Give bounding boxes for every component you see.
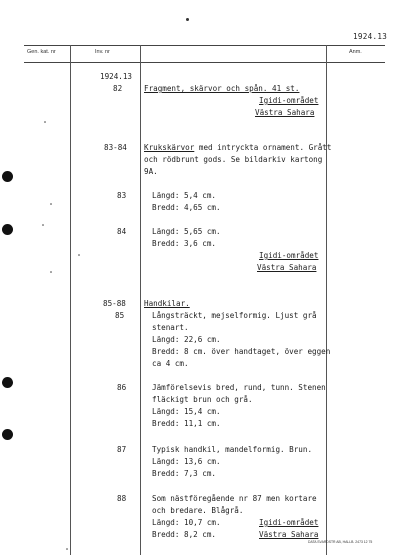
location-line: Västra Sahara [259, 530, 319, 539]
location-line: Igidi-området [259, 96, 319, 105]
paper-speck [50, 271, 52, 273]
punch-hole [2, 224, 13, 235]
header-bottom-rule [24, 62, 385, 63]
entry-line: och bredare. Blågrå. [152, 506, 244, 515]
entry-line: och rödbrunt gods. Se bildarkiv kartong [144, 155, 323, 164]
entry-line: Bredd: 11,1 cm. [152, 419, 221, 428]
entry-line: Längd: 10,7 cm. [152, 518, 221, 527]
entry-line: Typisk handkil, mandelformig. Brun. [152, 445, 313, 454]
inventory-number: 85-88 [103, 299, 126, 308]
entry-line: Fragment, skärvor och spån. 41 st. [144, 84, 300, 93]
inventory-number: 85 [115, 311, 125, 320]
entry-line: Längd: 5,65 cm. [152, 227, 221, 236]
entry-line: Handkilar. [144, 299, 190, 308]
paper-speck [44, 121, 46, 123]
entry-line: 9A. [144, 167, 158, 176]
paper-speck [42, 224, 44, 226]
entry-line: Längd: 22,6 cm. [152, 335, 221, 344]
entry-line: stenart. [152, 323, 189, 332]
entry-title: Krukskärvor [144, 143, 195, 152]
punch-hole [2, 171, 13, 182]
inventory-number: 84 [117, 227, 127, 236]
entry-line: Längd: 15,4 cm. [152, 407, 221, 416]
column-header-anm: Anm. [349, 49, 362, 55]
entry-line: Bredd: 7,3 cm. [152, 469, 217, 478]
entry-line: Långsträckt, mejselformig. Ljust grå [152, 311, 317, 320]
entry-line: Som nästföregående nr 87 men kortare [152, 494, 317, 503]
inventory-number: 83 [117, 191, 127, 200]
column-header-inv: Inv. nr [95, 49, 110, 55]
location-line: Igidi-området [259, 518, 319, 527]
punch-hole [2, 377, 13, 388]
entry-line [144, 142, 331, 154]
entry-line: ca 4 cm. [152, 359, 189, 368]
column-divider-3 [326, 45, 327, 555]
entry-line: Bredd: 8,2 cm. [152, 530, 217, 539]
header-top-rule [24, 45, 385, 46]
paper-speck [78, 254, 80, 256]
column-divider-2 [140, 45, 141, 555]
page-reference: 1924.13 [353, 32, 388, 41]
page-speck [186, 18, 189, 21]
inventory-number: 83-84 [104, 143, 127, 152]
paper-speck [66, 548, 68, 550]
entry-line: Bredd: 3,6 cm. [152, 239, 217, 248]
inventory-number: 87 [117, 445, 127, 454]
location-line: Västra Sahara [257, 263, 317, 272]
paper-speck [50, 203, 52, 205]
entry-text: med intryckta ornament. Grått [194, 143, 332, 152]
entry-line: Längd: 5,4 cm. [152, 191, 217, 200]
entry-line: Bredd: 4,65 cm. [152, 203, 221, 212]
location-line: Igidi-området [259, 251, 319, 260]
catalog-year: 1924.13 [100, 72, 133, 81]
location-line: Västra Sahara [255, 108, 315, 117]
print-code: DATA SVARDSTR AB, HALLB. 2473 12 75 [308, 540, 373, 544]
entry-line: fläckigt brun och grå. [152, 395, 253, 404]
column-divider-1 [70, 45, 71, 555]
inventory-number: 82 [113, 84, 123, 93]
entry-line: Längd: 13,6 cm. [152, 457, 221, 466]
inventory-number: 86 [117, 383, 127, 392]
entry-line: Jämförelsevis bred, rund, tunn. Stenen [152, 383, 326, 392]
entry-line: Bredd: 8 cm. över handtaget, över eggen [152, 347, 331, 356]
inventory-number: 88 [117, 494, 127, 503]
column-header-gen-kat: Gen. kat. nr [27, 49, 56, 55]
punch-hole [2, 429, 13, 440]
